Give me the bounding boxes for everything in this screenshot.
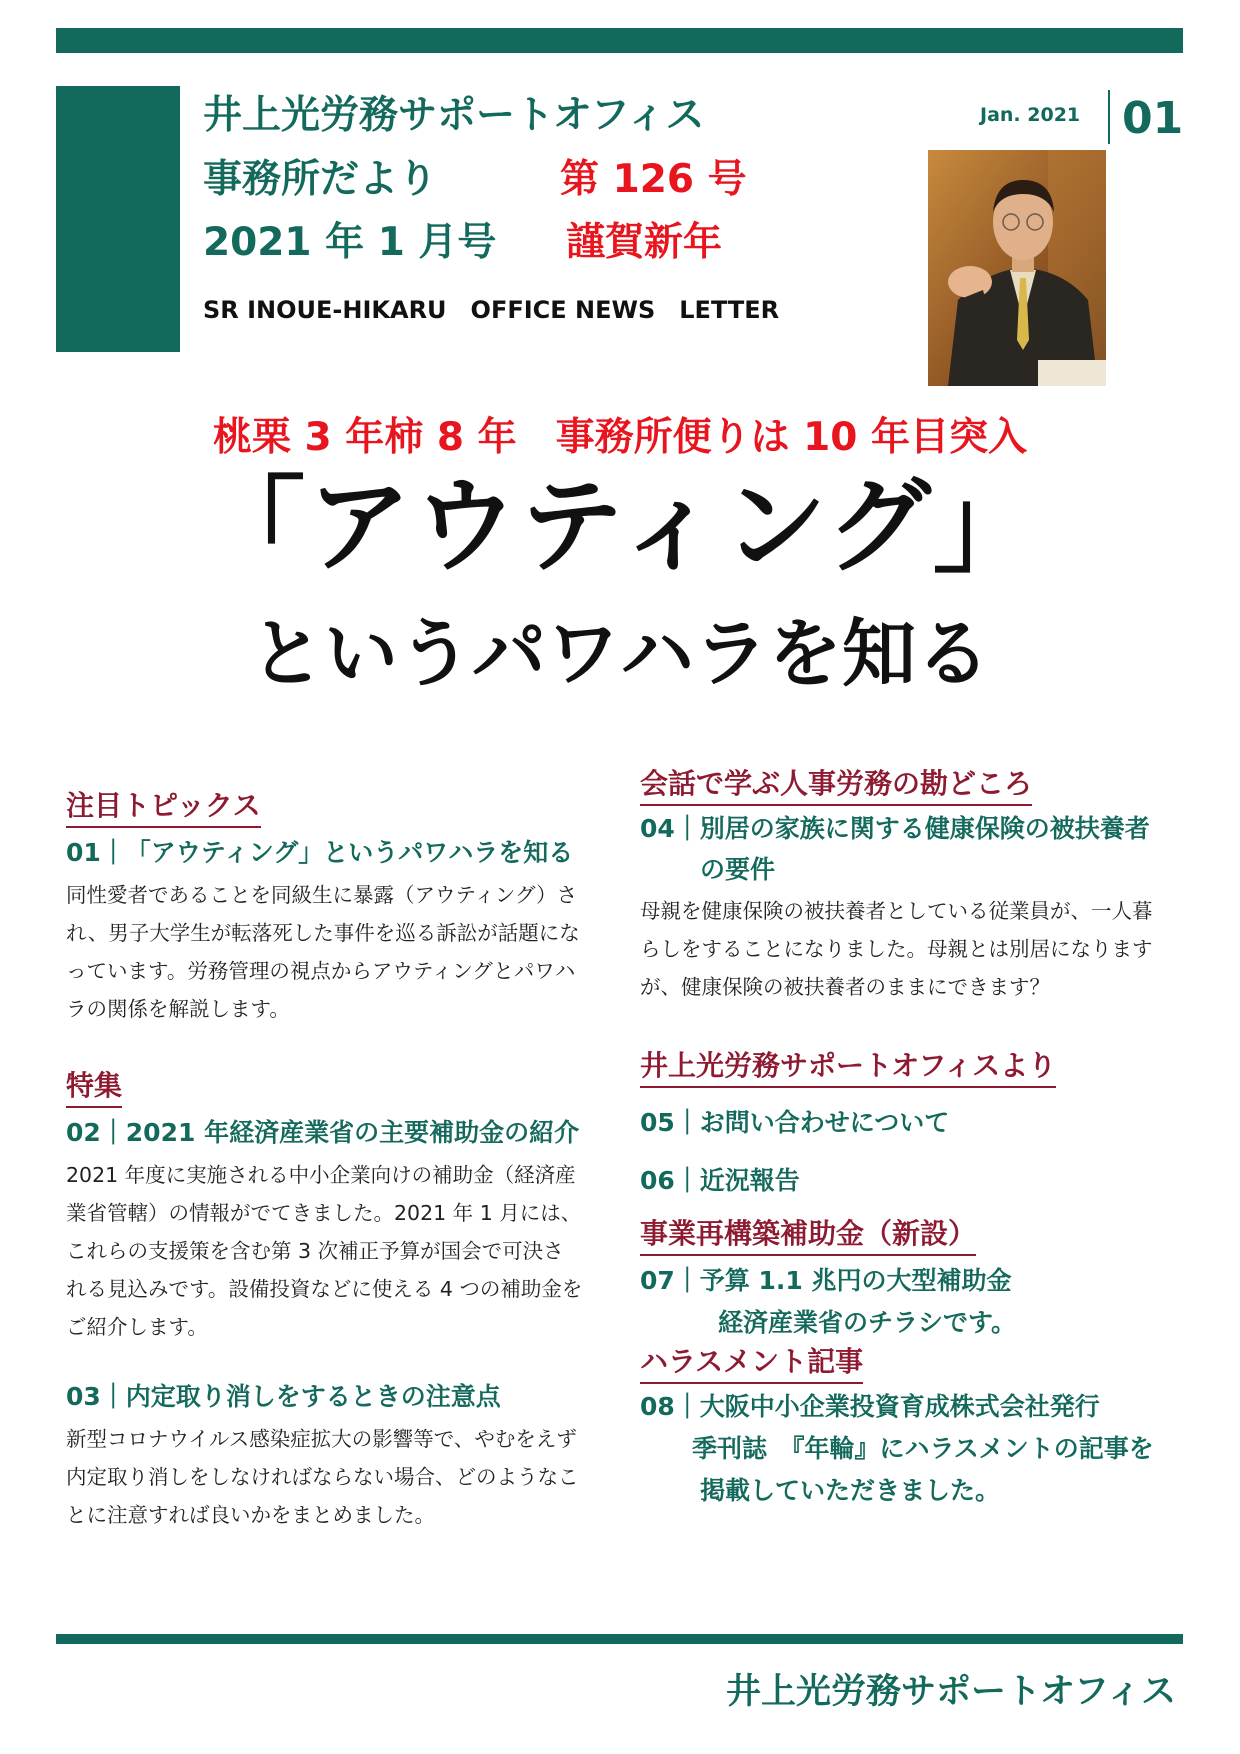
tagline: 桃栗 3 年柿 8 年 事務所便りは 10 年目突入 bbox=[212, 415, 1027, 460]
portrait-photo bbox=[928, 150, 1106, 386]
item-08-title-cont: 季刊誌 『年輪』にハラスメントの記事を bbox=[692, 1434, 1154, 1463]
item-03-title: 03｜内定取り消しをするときの注意点 bbox=[66, 1382, 501, 1411]
office-title: 井上光労務サポートオフィス bbox=[203, 93, 705, 138]
item-04-title: 04｜別居の家族に関する健康保険の被扶養者 bbox=[640, 814, 1150, 843]
portrait-illustration bbox=[928, 150, 1106, 386]
section-heading: 特集 bbox=[66, 1070, 122, 1108]
masthead-accent-block bbox=[56, 86, 180, 352]
main-headline: 「アウティング」 bbox=[201, 465, 1039, 587]
item-04-title-cont: の要件 bbox=[700, 855, 776, 884]
section-heading: ハラスメント記事 bbox=[640, 1346, 863, 1384]
section-heading: 会話で学ぶ人事労務の勘どころ bbox=[640, 768, 1032, 806]
item-08-title: 08｜大阪中小企業投資育成株式会社発行 bbox=[640, 1392, 1100, 1421]
item-05-title: 05｜お問い合わせについて bbox=[640, 1108, 950, 1137]
footer-office-name: 井上光労務サポートオフィス bbox=[726, 1672, 1177, 1712]
page-number: 01 bbox=[1122, 93, 1184, 144]
new-year-greeting: 謹賀新年 bbox=[566, 220, 723, 265]
section-heading: 事業再構築補助金（新設） bbox=[640, 1218, 976, 1256]
issue-month: 2021 年 1 月号 bbox=[203, 220, 497, 265]
item-04-body: 母親を健康保険の被扶養者としている従業員が、一人暮 らしをすることになりました。母親とは別居になります が、健康保険の被扶養者のままにできます？ bbox=[640, 899, 1153, 999]
section-business-restructuring bbox=[640, 1218, 976, 1256]
item-06-title: 06｜近況報告 bbox=[640, 1166, 800, 1195]
item-01-body: 同性愛者であることを同級生に暴露（アウティング）さ れ、男子大学生が転落死した事件を巡る訴訟が話題にな っています。労務管理の視点からアウティングとパワハ ラの関係を解説します。 bbox=[66, 883, 580, 1021]
section-heading: 井上光労務サポートオフィスより bbox=[640, 1050, 1056, 1088]
issue-number: 第 126 号 bbox=[560, 157, 747, 202]
date-separator bbox=[1108, 90, 1110, 144]
item-02-title: 02｜2021 年経済産業省の主要補助金の紹介 bbox=[66, 1118, 580, 1147]
section-from-office bbox=[640, 1050, 1056, 1088]
item-01-title: 01｜「アウティング」というパワハラを知る bbox=[66, 838, 574, 867]
main-headline-sub: というパワハラを知る bbox=[250, 611, 990, 697]
section-heading: 注目トピックス bbox=[66, 790, 261, 828]
top-divider-bar bbox=[56, 28, 1183, 53]
section-featured-topics bbox=[66, 790, 261, 828]
bottom-divider-bar bbox=[56, 1634, 1183, 1644]
section-hr-conversation bbox=[640, 768, 1032, 806]
section-harassment-article bbox=[640, 1346, 863, 1384]
issue-date: Jan. 2021 bbox=[980, 104, 1081, 126]
item-02-body: 2021 年度に実施される中小企業向けの補助金（経済産 業省管轄）の情報がでてきました。2021 年 1 月には、 これらの支援策を含む第 3 次補正予算が国会で可決さ れる見込みです。設備投資などに使える 4 つの補助金を ご紹介します。 bbox=[66, 1163, 583, 1339]
section-special-feature bbox=[66, 1070, 122, 1108]
newsletter-title: 事務所だより bbox=[203, 157, 438, 202]
item-07-title-cont: 経済産業省のチラシです。 bbox=[718, 1308, 1017, 1337]
item-08-title-cont2: 掲載していただきました。 bbox=[700, 1476, 1001, 1505]
item-07-title: 07｜予算 1.1 兆円の大型補助金 bbox=[640, 1266, 1012, 1295]
item-03-body: 新型コロナウイルス感染症拡大の影響等で、やむをえず 内定取り消しをしなければならない場合、どのようなこ とに注意すれば良いかをまとめました。 bbox=[66, 1427, 579, 1527]
english-subtitle: SR INOUE-HIKARU OFFICE NEWS LETTER bbox=[203, 296, 780, 324]
